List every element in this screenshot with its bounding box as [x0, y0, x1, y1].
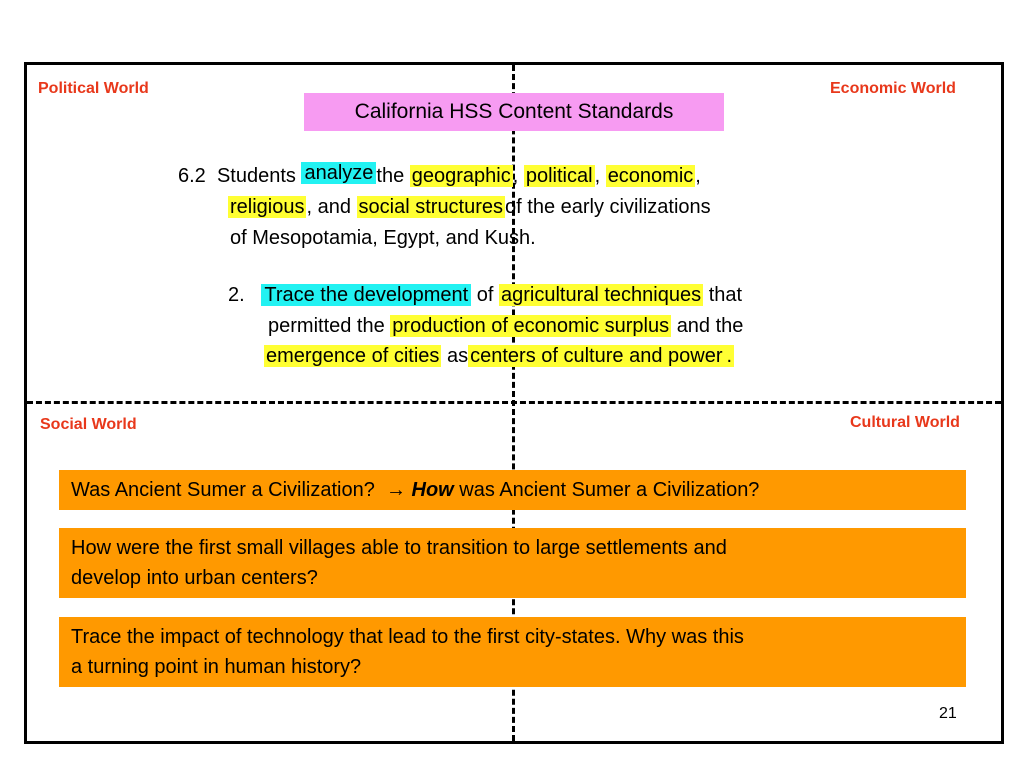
- question-2-line-1: How were the first small villages able to transition to large settlements and: [71, 537, 727, 559]
- standard-number: 6.2: [178, 165, 206, 187]
- highlight-economic: economic: [607, 165, 694, 187]
- comma: ,: [695, 165, 701, 187]
- highlight-geographic: geographic: [411, 165, 511, 187]
- phrase-permitted-the: permitted the: [268, 315, 385, 337]
- question-box-2: [59, 528, 966, 598]
- horizontal-divider: [27, 401, 1001, 404]
- comma: ,: [512, 165, 519, 187]
- question-3-line-1: Trace the impact of technology that lead to the first city-states. Why was this: [71, 626, 744, 648]
- phrase-and-the: and the: [676, 315, 744, 337]
- political-world-label: Political World: [38, 80, 149, 97]
- substandard-line-2: [268, 311, 743, 342]
- word-and: , and: [306, 196, 351, 218]
- highlight-religious: religious: [230, 196, 305, 218]
- cultural-world-label: Cultural World: [850, 414, 960, 431]
- standards-title: California HSS Content Standards: [304, 93, 724, 131]
- arrow-right-icon: →: [385, 479, 406, 501]
- question-box-1: [59, 470, 966, 510]
- period: .: [726, 345, 733, 367]
- word-students: Students: [216, 165, 296, 187]
- word-as: as: [446, 345, 469, 367]
- question-2-line-2: develop into urban centers?: [71, 567, 318, 589]
- social-world-label: Social World: [40, 416, 137, 433]
- substandard-line-3: [264, 341, 734, 372]
- highlight-emergence-of-cities: emergence of cities: [266, 345, 440, 367]
- standard-line-2: [228, 192, 711, 223]
- highlight-trace-development: Trace the development: [261, 284, 471, 306]
- substandard-number: 2.: [228, 284, 245, 306]
- highlight-centers-culture-power: centers of culture and power: [470, 345, 723, 367]
- highlight-analyze: analyze: [301, 162, 376, 184]
- highlight-social-structures: social structures: [358, 196, 504, 218]
- economic-world-label: Economic World: [830, 80, 956, 97]
- standard-line-1: [178, 161, 701, 192]
- highlight-political: political: [525, 165, 593, 187]
- word-of: of: [476, 284, 494, 306]
- comma: ,: [594, 165, 601, 187]
- substandard-line-1: [228, 280, 742, 311]
- question-box-3: [59, 617, 966, 687]
- word-that: that: [708, 284, 743, 306]
- highlight-agricultural-techniques: agricultural techniques: [501, 284, 702, 306]
- question-3-line-2: a turning point in human history?: [71, 656, 362, 678]
- question-1-part-1: Was Ancient Sumer a Civilization?: [71, 479, 375, 501]
- word-the: the: [376, 165, 405, 187]
- phrase-early-civilizations: of the early civilizations: [505, 196, 711, 218]
- question-1-how: How: [411, 479, 454, 501]
- standard-line-3: of Mesopotamia, Egypt, and Kush.: [230, 227, 536, 249]
- question-1-part-2: was Ancient Sumer a Civilization?: [459, 479, 760, 501]
- page-number: 21: [939, 705, 957, 722]
- highlight-economic-surplus: production of economic surplus: [392, 315, 670, 337]
